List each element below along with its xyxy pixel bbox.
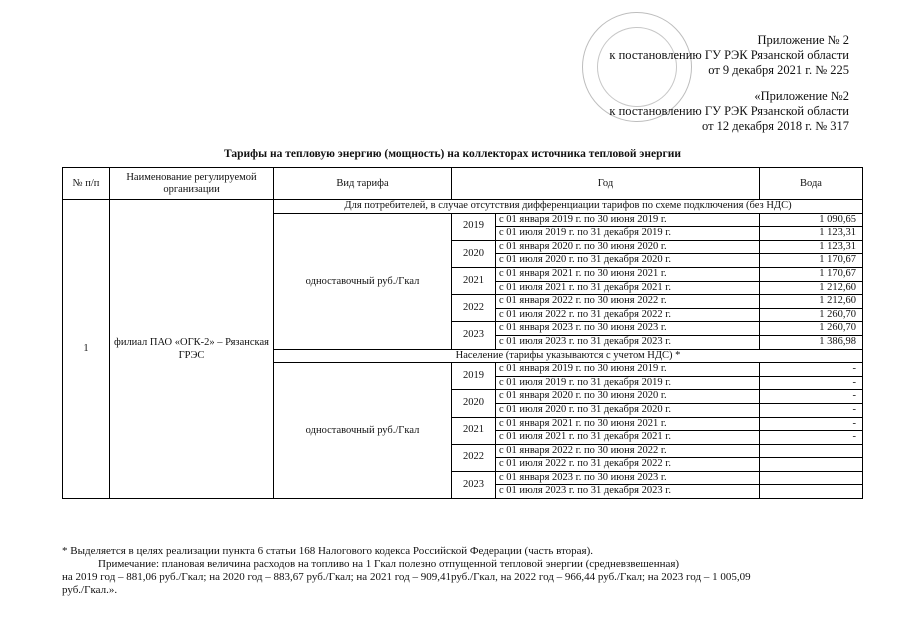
period-cell: с 01 июля 2021 г. по 31 декабря 2021 г.: [496, 281, 760, 295]
year-cell: 2020: [452, 390, 496, 417]
water-value: -: [760, 431, 863, 445]
section-header: Для потребителей, в случае отсутствия дифференциации тарифов по схеме подключения (без НДС): [274, 200, 863, 214]
annex-header-original: [609, 89, 849, 134]
annex-decree: к постановлению ГУ РЭК Рязанской области: [609, 48, 849, 62]
tariff-type: одноставочный руб./Гкал: [274, 363, 452, 499]
annex-header-current: [609, 33, 849, 78]
annex-title: Приложение № 2: [757, 33, 849, 47]
period-cell: с 01 июля 2020 г. по 31 декабря 2020 г.: [496, 254, 760, 268]
water-value: -: [760, 417, 863, 431]
year-cell: 2022: [452, 295, 496, 322]
table-header-row: [63, 168, 863, 200]
water-value: 1 212,60: [760, 295, 863, 309]
water-value: 1 170,67: [760, 254, 863, 268]
note-line: руб./Гкал.».: [62, 584, 118, 596]
period-cell: с 01 января 2019 г. по 30 июня 2019 г.: [496, 213, 760, 227]
header-number: № п/п: [63, 168, 110, 200]
tariff-table: [62, 167, 863, 499]
water-value: -: [760, 363, 863, 377]
section-header: Население (тарифы указываются с учетом НДС) *: [274, 349, 863, 363]
year-cell: 2023: [452, 322, 496, 349]
water-value: [760, 444, 863, 458]
year-cell: 2022: [452, 444, 496, 471]
table-body: [63, 200, 863, 499]
water-value: 1 212,60: [760, 281, 863, 295]
row-number: 1: [63, 200, 110, 499]
period-cell: с 01 января 2022 г. по 30 июня 2022 г.: [496, 295, 760, 309]
water-value: 1 170,67: [760, 267, 863, 281]
water-value: [760, 458, 863, 472]
annex-date: от 9 декабря 2021 г. № 225: [708, 63, 849, 77]
water-value: -: [760, 390, 863, 404]
header-year: Год: [452, 168, 760, 200]
annex-decree: к постановлению ГУ РЭК Рязанской области: [609, 104, 849, 118]
header-water: Вода: [760, 168, 863, 200]
note-line: на 2019 год – 881,06 руб./Гкал; на 2020 год – 883,67 руб./Гкал; на 2021 год – 909,41руб./Гкал, на 2022 год – 966,44 руб./Гкал; на 2023 год – 1 005,09: [62, 571, 751, 583]
water-value: -: [760, 403, 863, 417]
period-cell: с 01 июля 2022 г. по 31 декабря 2022 г.: [496, 458, 760, 472]
year-cell: 2023: [452, 471, 496, 498]
period-cell: с 01 января 2019 г. по 30 июня 2019 г.: [496, 363, 760, 377]
water-value: -: [760, 376, 863, 390]
header-organization: Наименование регулируемой организации: [110, 168, 274, 200]
document-title: Тарифы на тепловую энергию (мощность) на коллекторах источника тепловой энергии: [224, 148, 681, 160]
annex-date: от 12 декабря 2018 г. № 317: [701, 119, 849, 133]
water-value: 1 090,65: [760, 213, 863, 227]
header-tariff-type: Вид тарифа: [274, 168, 452, 200]
note-line: Примечание: плановая величина расходов на топливо на 1 Гкал полезно отпущенной тепловой энергии (средневзвешенная): [98, 558, 680, 570]
period-cell: с 01 января 2020 г. по 30 июня 2020 г.: [496, 240, 760, 254]
period-cell: с 01 июля 2019 г. по 31 декабря 2019 г.: [496, 227, 760, 241]
annex-title: «Приложение №2: [754, 89, 849, 103]
footnote: * Выделяется в целях реализации пункта 6 статьи 168 Налогового кодекса Российской Федерации (часть вторая).: [62, 545, 594, 557]
period-cell: с 01 января 2023 г. по 30 июня 2023 г.: [496, 322, 760, 336]
period-cell: с 01 июля 2023 г. по 31 декабря 2023 г.: [496, 485, 760, 499]
year-cell: 2019: [452, 213, 496, 240]
period-cell: с 01 января 2020 г. по 30 июня 2020 г.: [496, 390, 760, 404]
period-cell: с 01 июля 2022 г. по 31 декабря 2022 г.: [496, 308, 760, 322]
period-cell: с 01 января 2021 г. по 30 июня 2021 г.: [496, 267, 760, 281]
year-cell: 2021: [452, 417, 496, 444]
tariff-type: одноставочный руб./Гкал: [274, 213, 452, 349]
year-cell: 2020: [452, 240, 496, 267]
period-cell: с 01 июля 2023 г. по 31 декабря 2023 г.: [496, 335, 760, 349]
section-header-row: [63, 200, 863, 214]
water-value: 1 123,31: [760, 227, 863, 241]
period-cell: с 01 июля 2020 г. по 31 декабря 2020 г.: [496, 403, 760, 417]
organization-name: филиал ПАО «ОГК-2» – Рязанская ГРЭС: [110, 200, 274, 499]
period-cell: с 01 июля 2019 г. по 31 декабря 2019 г.: [496, 376, 760, 390]
water-value: 1 260,70: [760, 322, 863, 336]
year-cell: 2019: [452, 363, 496, 390]
period-cell: с 01 июля 2021 г. по 31 декабря 2021 г.: [496, 431, 760, 445]
period-cell: с 01 января 2022 г. по 30 июня 2022 г.: [496, 444, 760, 458]
water-value: 1 386,98: [760, 335, 863, 349]
period-cell: с 01 января 2021 г. по 30 июня 2021 г.: [496, 417, 760, 431]
water-value: [760, 485, 863, 499]
water-value: [760, 471, 863, 485]
water-value: 1 260,70: [760, 308, 863, 322]
year-cell: 2021: [452, 267, 496, 294]
period-cell: с 01 января 2023 г. по 30 июня 2023 г.: [496, 471, 760, 485]
water-value: 1 123,31: [760, 240, 863, 254]
